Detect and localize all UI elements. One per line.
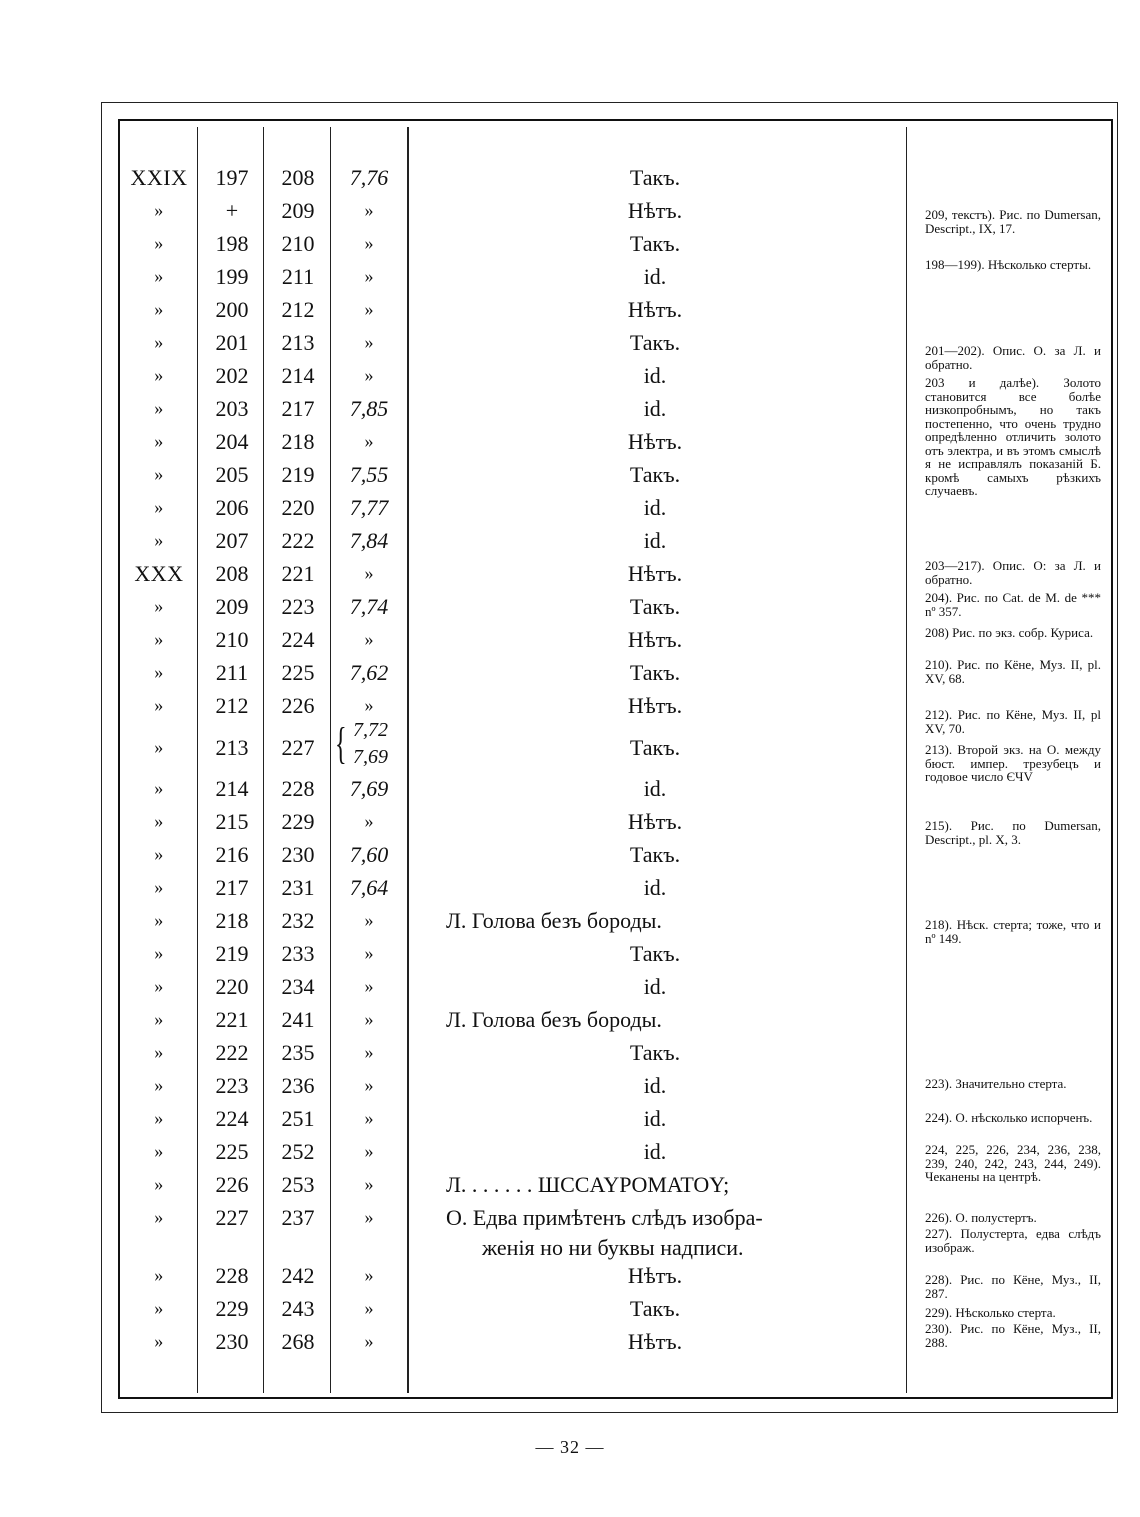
number-cell: 205	[215, 462, 249, 487]
footnote: 212). Рис. по Кёне, Муз. II, pl XV, 70.	[925, 707, 1101, 736]
reign-cell: »	[154, 1174, 164, 1194]
number-cell: 214	[215, 776, 249, 801]
weight-cell: »	[364, 1042, 374, 1062]
table-row	[120, 359, 900, 392]
reign-cell: »	[154, 976, 164, 996]
number-cell: 230	[215, 1329, 249, 1354]
table-row	[120, 838, 900, 871]
table-row	[120, 1036, 900, 1069]
reign-cell: »	[154, 266, 164, 286]
table-row	[120, 458, 900, 491]
table-row	[120, 161, 900, 194]
footnote: 215). Рис. по Dumersan, Descript., pl. X, 3.	[925, 818, 1101, 847]
table-row	[120, 1003, 900, 1036]
number-cell: 233	[281, 941, 315, 966]
reign-cell: »	[154, 497, 164, 517]
description-cell: id.	[643, 528, 667, 553]
number-cell: 231	[281, 875, 315, 900]
table-row	[120, 524, 900, 557]
description-cell: Нѣтъ.	[627, 693, 683, 718]
reign-cell: »	[154, 778, 164, 798]
weight-cell: »	[364, 910, 374, 930]
table-row	[120, 425, 900, 458]
reign-cell: »	[154, 943, 164, 963]
number-cell: 208	[281, 165, 315, 190]
number-cell: +	[225, 198, 239, 223]
number-cell: 230	[281, 842, 315, 867]
number-cell: 216	[215, 842, 249, 867]
weight-brace-cell	[333, 718, 407, 772]
weight-cell: »	[364, 365, 374, 385]
weight-cell: »	[364, 943, 374, 963]
number-cell: 268	[281, 1329, 315, 1354]
number-cell: 218	[281, 429, 315, 454]
description-cell: id.	[643, 396, 667, 421]
weight-cell: »	[364, 431, 374, 451]
description-cell: id.	[643, 1106, 667, 1131]
number-cell: 237	[281, 1205, 315, 1230]
reign-cell: »	[154, 1042, 164, 1062]
weight-cell: »	[364, 1009, 374, 1029]
number-cell: 215	[215, 809, 249, 834]
reign-cell: »	[154, 1265, 164, 1285]
number-cell: 202	[215, 363, 249, 388]
table-row	[120, 1292, 900, 1325]
number-cell: 208	[215, 561, 249, 586]
number-cell: 198	[215, 231, 249, 256]
reign-cell: »	[154, 1298, 164, 1318]
number-cell: 226	[215, 1172, 249, 1197]
number-cell: 252	[281, 1139, 315, 1164]
weight-cell: 7,62	[349, 660, 389, 685]
reign-cell: »	[154, 1009, 164, 1029]
number-cell: 253	[281, 1172, 315, 1197]
reign-cell: »	[154, 1331, 164, 1351]
description-cell: id.	[643, 974, 667, 999]
table-row	[120, 1135, 900, 1168]
weight-cell: 7,77	[349, 495, 389, 520]
description-cell: Л. Голова безъ бороды.	[446, 908, 662, 933]
table-row	[120, 1168, 900, 1201]
description-cell: id.	[643, 363, 667, 388]
reign-cell: »	[154, 695, 164, 715]
table-row	[120, 904, 900, 937]
weight-cell: 7,60	[349, 842, 389, 867]
number-cell: 223	[215, 1073, 249, 1098]
footnote: 213). Второй экз. на О. между бюст. импер. трезубецъ и годовое число ЄЧV	[925, 742, 1101, 784]
weight-cell: »	[364, 200, 374, 220]
number-cell: 213	[215, 735, 249, 760]
footnote: 218). Нѣск. стерта; тоже, что и nº 149.	[925, 917, 1101, 946]
description-cell-continuation: женія но ни буквы надписи.	[482, 1235, 744, 1260]
weight-cell: 7,76	[349, 165, 389, 190]
table-row	[120, 557, 900, 590]
weight-cell: »	[364, 1331, 374, 1351]
number-cell: 228	[281, 776, 315, 801]
number-cell: 217	[281, 396, 315, 421]
table-row	[120, 326, 900, 359]
reign-cell: »	[154, 530, 164, 550]
footnote: 201—202). Опис. О. за Л. и обратно.	[925, 343, 1101, 372]
reign-cell: XXIX	[130, 165, 188, 190]
number-cell: 223	[281, 594, 315, 619]
number-cell: 221	[281, 561, 315, 586]
number-cell: 229	[215, 1296, 249, 1321]
number-cell: 243	[281, 1296, 315, 1321]
reign-cell: »	[154, 1141, 164, 1161]
number-cell: 227	[281, 735, 315, 760]
number-cell: 197	[215, 165, 249, 190]
footnote: 230). Рис. по Кёне, Муз., II, 288.	[925, 1321, 1101, 1350]
number-cell: 225	[215, 1139, 249, 1164]
reign-cell: »	[154, 737, 164, 757]
description-cell: Нѣтъ.	[627, 1263, 683, 1288]
number-cell: 212	[281, 297, 315, 322]
description-cell: Нѣтъ.	[627, 297, 683, 322]
description-cell: Л. . . . . . . ШCCAYPOMATOY;	[446, 1172, 730, 1197]
reign-cell: »	[154, 811, 164, 831]
weight-cell: »	[364, 811, 374, 831]
number-cell: 211	[215, 660, 249, 685]
description-cell: Л. Голова безъ бороды.	[446, 1007, 662, 1032]
footnote: 228). Рис. по Кёне, Муз., II, 287.	[925, 1272, 1101, 1301]
footnote: 227). Полустерта, едва слѣдъ изображ.	[925, 1226, 1101, 1255]
description-cell: Нѣтъ.	[627, 429, 683, 454]
weight-cell: 7,85	[349, 396, 389, 421]
number-cell: 209	[215, 594, 249, 619]
number-cell: 213	[281, 330, 315, 355]
table-row	[120, 491, 900, 524]
number-cell: 210	[215, 627, 249, 652]
description-cell: Такъ.	[629, 330, 681, 355]
number-cell: 220	[215, 974, 249, 999]
number-cell: 206	[215, 495, 249, 520]
number-cell: 219	[281, 462, 315, 487]
number-cell: 222	[281, 528, 315, 553]
table-row	[120, 718, 900, 774]
table-row	[120, 260, 900, 293]
number-cell: 229	[281, 809, 315, 834]
footnote: 208) Рис. по экз. собр. Куриса.	[925, 625, 1094, 640]
number-cell: 204	[215, 429, 249, 454]
number-cell: 200	[215, 297, 249, 322]
weight-cell: 7,74	[349, 594, 389, 619]
description-cell: Такъ.	[629, 660, 681, 685]
reign-cell: »	[154, 299, 164, 319]
description-cell: id.	[643, 1073, 667, 1098]
footnote: 224). О. нѣсколько испорченъ.	[925, 1110, 1093, 1125]
footnote: 224, 225, 226, 234, 236, 238, 239, 240, 242, 243, 244, 249). Чеканены на центрѣ.	[925, 1142, 1101, 1184]
column-divider	[906, 127, 907, 1393]
description-cell: Такъ.	[629, 735, 681, 760]
description-cell: Такъ.	[629, 231, 681, 256]
number-cell: 227	[215, 1205, 249, 1230]
number-cell: 222	[215, 1040, 249, 1065]
reign-cell: »	[154, 629, 164, 649]
number-cell: 226	[281, 693, 315, 718]
weight-cell: 7,64	[349, 875, 389, 900]
page-number: — 32 —	[535, 1437, 605, 1457]
weight-cell: »	[364, 266, 374, 286]
reign-cell: »	[154, 877, 164, 897]
table-row	[120, 1069, 900, 1102]
table-row	[120, 590, 900, 623]
weight-cell: 7,55	[349, 462, 389, 487]
description-cell: id.	[643, 495, 667, 520]
number-cell: 209	[281, 198, 315, 223]
footnote: 203 и далѣе). Золото становится все болѣе низкопробнымъ, но такъ постепенно, что очень трудно опредѣленно отличить золото отъ электра, и въ этомъ смыслѣ я не исправлялъ показаній Б. кромѣ самыхъ рѣзкихъ случаевъ.	[925, 375, 1101, 498]
reign-cell: »	[154, 332, 164, 352]
description-cell: Нѣтъ.	[627, 198, 683, 223]
number-cell: 225	[281, 660, 315, 685]
number-cell: 214	[281, 363, 315, 388]
table-row	[120, 656, 900, 689]
number-cell: 199	[215, 264, 249, 289]
description-cell: Такъ.	[629, 165, 681, 190]
description-cell: id.	[643, 1139, 667, 1164]
number-cell: 241	[281, 1007, 315, 1032]
description-cell: Такъ.	[629, 1296, 681, 1321]
footnote: 204). Рис. по Cat. de M. de *** nº 357.	[925, 590, 1101, 619]
weight-cell: 7,69	[349, 776, 389, 801]
footnote: 203—217). Опис. О: за Л. и обратно.	[925, 558, 1101, 587]
description-cell: Нѣтъ.	[627, 561, 683, 586]
reign-cell: »	[154, 431, 164, 451]
reign-cell: »	[154, 1108, 164, 1128]
table-row	[120, 1259, 900, 1292]
reign-cell: »	[154, 596, 164, 616]
table-row	[120, 970, 900, 1003]
number-cell: 235	[281, 1040, 315, 1065]
weight-cell: »	[364, 1298, 374, 1318]
weight-cell: »	[364, 1207, 374, 1227]
table-row	[120, 937, 900, 970]
number-cell: 203	[215, 396, 249, 421]
number-cell: 224	[215, 1106, 249, 1131]
table-row	[120, 227, 900, 260]
weight-value: 7,69	[353, 746, 388, 768]
description-cell: Такъ.	[629, 842, 681, 867]
reign-cell: »	[154, 662, 164, 682]
table-row	[120, 1201, 900, 1263]
table-row	[120, 871, 900, 904]
footnote: 209, текстъ). Рис. по Dumersan, Descript., IX, 17.	[925, 207, 1101, 236]
weight-cell: »	[364, 233, 374, 253]
description-cell: Нѣтъ.	[627, 1329, 683, 1354]
number-cell: 251	[281, 1106, 315, 1131]
weight-cell: »	[364, 332, 374, 352]
weight-cell: »	[364, 1075, 374, 1095]
number-cell: 234	[281, 974, 315, 999]
weight-cell: »	[364, 1265, 374, 1285]
number-cell: 228	[215, 1263, 249, 1288]
number-cell: 212	[215, 693, 249, 718]
reign-cell: »	[154, 464, 164, 484]
description-cell: id.	[643, 264, 667, 289]
weight-value: 7,72	[353, 719, 388, 741]
weight-cell: »	[364, 1174, 374, 1194]
reign-cell: XXX	[134, 561, 184, 586]
table-row	[120, 1102, 900, 1135]
reign-cell: »	[154, 1075, 164, 1095]
reign-cell: »	[154, 910, 164, 930]
number-cell: 242	[281, 1263, 315, 1288]
weight-cell: »	[364, 299, 374, 319]
description-cell: Такъ.	[629, 1040, 681, 1065]
footnote: 198—199). Нѣсколько стерты.	[925, 257, 1092, 272]
number-cell: 224	[281, 627, 315, 652]
table-row	[120, 293, 900, 326]
table-row	[120, 772, 900, 805]
table-row	[120, 1325, 900, 1358]
reign-cell: »	[154, 844, 164, 864]
table-row	[120, 805, 900, 838]
description-cell: Такъ.	[629, 462, 681, 487]
number-cell: 236	[281, 1073, 315, 1098]
reign-cell: »	[154, 398, 164, 418]
number-cell: 217	[215, 875, 249, 900]
weight-cell: »	[364, 629, 374, 649]
number-cell: 210	[281, 231, 315, 256]
weight-cell: »	[364, 563, 374, 583]
number-cell: 201	[215, 330, 249, 355]
description-cell: Нѣтъ.	[627, 809, 683, 834]
table-row	[120, 392, 900, 425]
number-cell: 220	[281, 495, 315, 520]
weight-cell: 7,84	[349, 528, 389, 553]
description-cell: О. Едва примѣтенъ слѣдъ изобра-	[446, 1205, 763, 1230]
description-cell: Такъ.	[629, 941, 681, 966]
weight-cell: »	[364, 695, 374, 715]
description-cell: id.	[643, 875, 667, 900]
reign-cell: »	[154, 233, 164, 253]
footnote: 226). О. полустертъ.	[925, 1210, 1037, 1225]
reign-cell: »	[154, 365, 164, 385]
number-cell: 207	[215, 528, 249, 553]
footnote: 229). Нѣсколько стерта.	[925, 1305, 1056, 1320]
description-cell: id.	[643, 776, 667, 801]
brace-glyph: {	[335, 719, 347, 768]
weight-cell: »	[364, 1108, 374, 1128]
table-row	[120, 623, 900, 656]
reign-cell: »	[154, 1207, 164, 1227]
number-cell: 221	[215, 1007, 249, 1032]
table-row	[120, 194, 900, 227]
reign-cell: »	[154, 200, 164, 220]
number-cell: 219	[215, 941, 249, 966]
weight-cell: »	[364, 1141, 374, 1161]
weight-cell: »	[364, 976, 374, 996]
footnote: 210). Рис. по Кёне, Муз. II, pl. XV, 68.	[925, 657, 1101, 686]
description-cell: Нѣтъ.	[627, 627, 683, 652]
number-cell: 211	[281, 264, 315, 289]
description-cell: Такъ.	[629, 594, 681, 619]
footnote: 223). Значительно стерта.	[925, 1076, 1067, 1091]
number-cell: 232	[281, 908, 315, 933]
number-cell: 218	[215, 908, 249, 933]
